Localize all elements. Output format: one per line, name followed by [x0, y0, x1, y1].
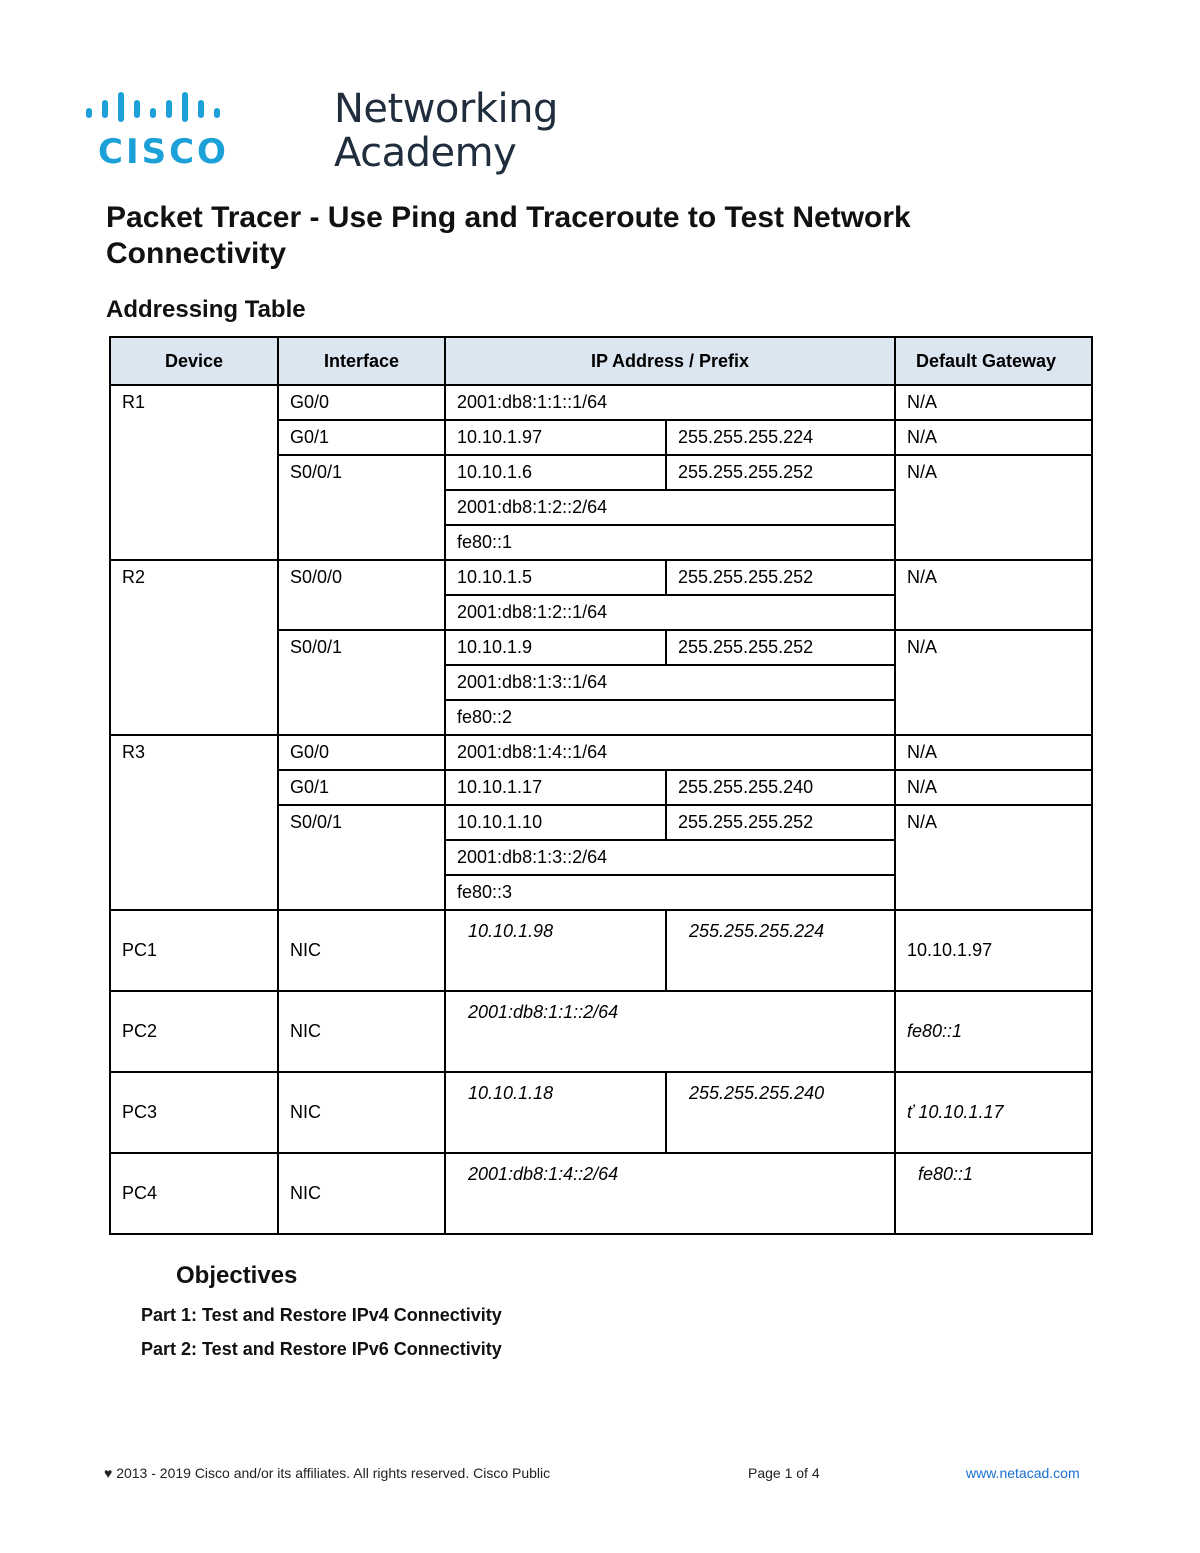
- interface-cell: S0/0/1: [278, 630, 445, 735]
- table-row: [110, 1072, 1092, 1153]
- ip-cell: 10.10.1.98: [445, 910, 666, 991]
- gateway-cell: fe80::1: [895, 991, 1092, 1072]
- ip-cell: 2001:db8:1:4::1/64: [445, 735, 895, 770]
- ip-cell: 10.10.1.9: [445, 630, 666, 665]
- gateway-cell: N/A: [895, 560, 1092, 630]
- device-cell: PC4: [110, 1153, 278, 1234]
- section-heading: Addressing Table: [106, 296, 306, 323]
- mask-cell: 255.255.255.224: [666, 910, 895, 991]
- device-cell: PC2: [110, 991, 278, 1072]
- interface-cell: NIC: [278, 991, 445, 1072]
- mask-cell: 255.255.255.252: [666, 455, 895, 490]
- table-row: [110, 385, 1092, 420]
- cisco-bars-icon: [84, 90, 234, 124]
- gateway-cell: fe80::1: [895, 1153, 1092, 1234]
- table-row: [110, 910, 1092, 991]
- gateway-cell: 10.10.1.97: [895, 910, 1092, 991]
- ip-cell: fe80::1: [445, 525, 895, 560]
- footer-website-link[interactable]: www.netacad.com: [966, 1465, 1080, 1481]
- gateway-cell: N/A: [895, 385, 1092, 420]
- interface-cell: S0/0/1: [278, 805, 445, 910]
- cisco-wordmark: CISCO: [98, 132, 229, 172]
- interface-cell: S0/0/1: [278, 455, 445, 560]
- ip-cell: 10.10.1.17: [445, 770, 666, 805]
- ip-cell: 10.10.1.10: [445, 805, 666, 840]
- ip-cell: 2001:db8:1:3::1/64: [445, 665, 895, 700]
- header-default-gateway: Default Gateway: [895, 337, 1092, 385]
- footer-page-number: Page 1 of 4: [748, 1465, 820, 1481]
- ip-cell: 2001:db8:1:4::2/64: [445, 1153, 895, 1234]
- header-device: Device: [110, 337, 278, 385]
- device-cell: R1: [110, 385, 278, 560]
- interface-cell: NIC: [278, 1153, 445, 1234]
- device-cell: R3: [110, 735, 278, 910]
- mask-cell: 255.255.255.224: [666, 420, 895, 455]
- ip-cell: fe80::3: [445, 875, 895, 910]
- objective-part-2: Part 2: Test and Restore IPv6 Connectivity: [141, 1339, 502, 1359]
- ip-cell: 2001:db8:1:2::2/64: [445, 490, 895, 525]
- gateway-cell: N/A: [895, 805, 1092, 910]
- mask-cell: 255.255.255.240: [666, 770, 895, 805]
- mask-cell: 255.255.255.252: [666, 805, 895, 840]
- mask-cell: 255.255.255.252: [666, 630, 895, 665]
- footer-copyright: ♥ 2013 - 2019 Cisco and/or its affiliates. All rights reserved. Cisco Public: [104, 1465, 551, 1481]
- gateway-cell: N/A: [895, 420, 1092, 455]
- interface-cell: G0/0: [278, 385, 445, 420]
- objectives-heading: Objectives: [176, 1262, 298, 1289]
- interface-cell: G0/1: [278, 770, 445, 805]
- logo-academy: Academy: [334, 130, 517, 176]
- ip-cell: 10.10.1.6: [445, 455, 666, 490]
- table-row: [110, 991, 1092, 1072]
- gateway-cell: N/A: [895, 770, 1092, 805]
- interface-cell: G0/0: [278, 735, 445, 770]
- mask-cell: 255.255.255.240: [666, 1072, 895, 1153]
- objective-part-1: Part 1: Test and Restore IPv4 Connectivity: [141, 1305, 502, 1325]
- header-interface: Interface: [278, 337, 445, 385]
- gateway-cell: ť 10.10.1.17: [895, 1072, 1092, 1153]
- table-row: [110, 1153, 1092, 1234]
- gateway-cell: N/A: [895, 735, 1092, 770]
- interface-cell: G0/1: [278, 420, 445, 455]
- ip-cell: 2001:db8:1:1::1/64: [445, 385, 895, 420]
- device-cell: R2: [110, 560, 278, 735]
- cisco-networking-academy-logo: [84, 86, 558, 186]
- table-row: [110, 735, 1092, 770]
- table-row: [110, 560, 1092, 595]
- interface-cell: NIC: [278, 1072, 445, 1153]
- interface-cell: NIC: [278, 910, 445, 991]
- gateway-cell: N/A: [895, 455, 1092, 560]
- device-cell: PC1: [110, 910, 278, 991]
- mask-cell: 255.255.255.252: [666, 560, 895, 595]
- addressing-table: [109, 336, 1093, 1235]
- ip-cell: 2001:db8:1:1::2/64: [445, 991, 895, 1072]
- table-header-row: [110, 337, 1092, 385]
- ip-cell: 10.10.1.97: [445, 420, 666, 455]
- gateway-cell: N/A: [895, 630, 1092, 735]
- ip-cell: 10.10.1.18: [445, 1072, 666, 1153]
- page-title: Packet Tracer - Use Ping and Traceroute to Test Network Connectivity: [106, 201, 911, 270]
- logo-networking: Networking: [334, 86, 558, 132]
- ip-cell: 2001:db8:1:2::1/64: [445, 595, 895, 630]
- ip-cell: 10.10.1.5: [445, 560, 666, 595]
- interface-cell: S0/0/0: [278, 560, 445, 630]
- header-ip-address: IP Address / Prefix: [445, 337, 895, 385]
- ip-cell: 2001:db8:1:3::2/64: [445, 840, 895, 875]
- device-cell: PC3: [110, 1072, 278, 1153]
- ip-cell: fe80::2: [445, 700, 895, 735]
